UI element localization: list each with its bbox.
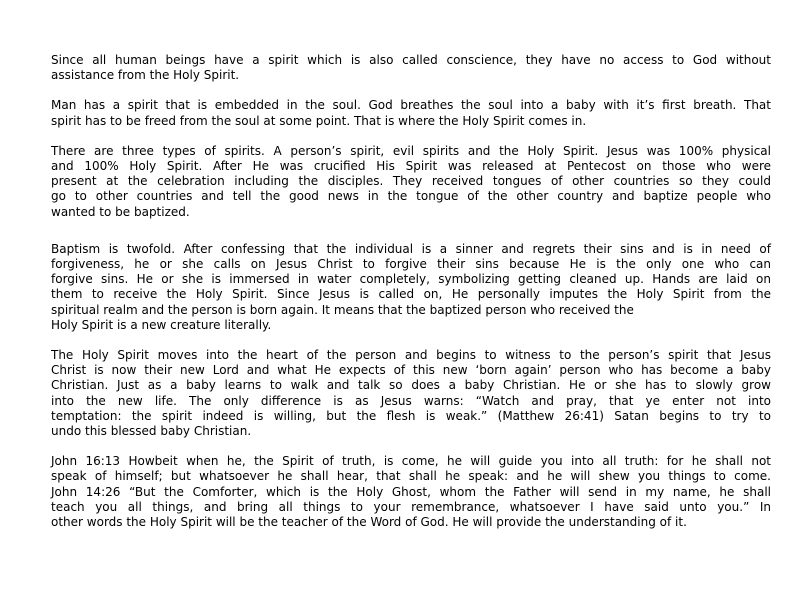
text-line: spiritual realm and the person is born again. It means that the baptized person who received the bbox=[51, 302, 634, 317]
paragraph-spirit-conscience bbox=[51, 53, 771, 83]
text-line: forgive sins. He or she is immersed in water completely, symbolizing getting cleaned up. Hands are laid on bbox=[51, 272, 771, 287]
text-line: Christian. Just as a baby learns to walk and talk so does a baby Christian. He or she has to slowly grow bbox=[51, 378, 771, 393]
text-line: assistance from the Holy Spirit. bbox=[51, 68, 240, 83]
text-line: wanted to be baptized. bbox=[51, 204, 190, 219]
text-line: Christ is now their new Lord and what He expects of this new ‘born again’ person who has become a baby bbox=[51, 363, 771, 378]
text-line: Man has a spirit that is embedded in the soul. God breathes the soul into a baby with it’s first breath. That bbox=[51, 98, 771, 113]
paragraph-spirit-soul bbox=[51, 98, 771, 128]
paragraph-baptism bbox=[51, 242, 771, 333]
text-line: into the new life. The only difference is as Jesus warns: “Watch and pray, that ye enter not into bbox=[51, 393, 771, 408]
text-line: The Holy Spirit moves into the heart of the person and begins to witness to the person’s spirit that Jesus bbox=[51, 348, 771, 363]
text-line: other words the Holy Spirit will be the teacher of the Word of God. He will provide the understanding of it. bbox=[51, 515, 687, 530]
text-line: forgiveness, he or she calls on Jesus Christ to forgive their sins because He is the only one who can bbox=[51, 257, 771, 272]
text-line: temptation: the spirit indeed is willing, but the flesh is weak.” (Matthew 26:41) Satan begins to try to bbox=[51, 408, 771, 423]
text-line: Holy Spirit is a new creature literally. bbox=[51, 317, 272, 332]
text-line: Baptism is twofold. After confessing that the individual is a sinner and regrets their sins and is in need of bbox=[51, 241, 771, 256]
paragraph-types-of-spirits bbox=[51, 144, 771, 220]
paragraph-scripture-quotes bbox=[51, 454, 771, 530]
text-line: There are three types of spirits. A person’s spirit, evil spirits and the Holy Spirit. Jesus was 100% physical bbox=[51, 143, 771, 158]
text-line: teach you all things, and bring all things to your remembrance, whatsoever I have said unto you.” In bbox=[51, 499, 771, 514]
text-line: John 14:26 “But the Comforter, which is the Holy Ghost, whom the Father will send in my name, he shall bbox=[51, 484, 771, 499]
text-line: spirit has to be freed from the soul at some point. That is where the Holy Spirit comes in. bbox=[51, 113, 587, 128]
text-line: undo this blessed baby Christian. bbox=[51, 424, 252, 439]
paragraph-holy-spirit-witness bbox=[51, 348, 771, 439]
text-line: and 100% Holy Spirit. After He was crucified His Spirit was released at Pentecost on those who were bbox=[51, 159, 771, 174]
text-line: go to other countries and tell the good news in the tongue of the other country and baptize people who bbox=[51, 189, 771, 204]
document-body bbox=[51, 53, 771, 530]
text-line: John 16:13 Howbeit when he, the Spirit of truth, is come, he will guide you into all truth: for he shall not bbox=[51, 454, 771, 469]
text-line: Since all human beings have a spirit which is also called conscience, they have no access to God without bbox=[51, 53, 771, 67]
text-line: speak of himself; but whatsoever he shall hear, that shall he speak: and he will shew you things to come. bbox=[51, 469, 771, 484]
text-line: present at the celebration including the disciples. They received tongues of other countries so they could bbox=[51, 174, 771, 189]
text-line: them to receive the Holy Spirit. Since Jesus is called on, He personally imputes the Holy Spirit from the bbox=[51, 287, 771, 302]
